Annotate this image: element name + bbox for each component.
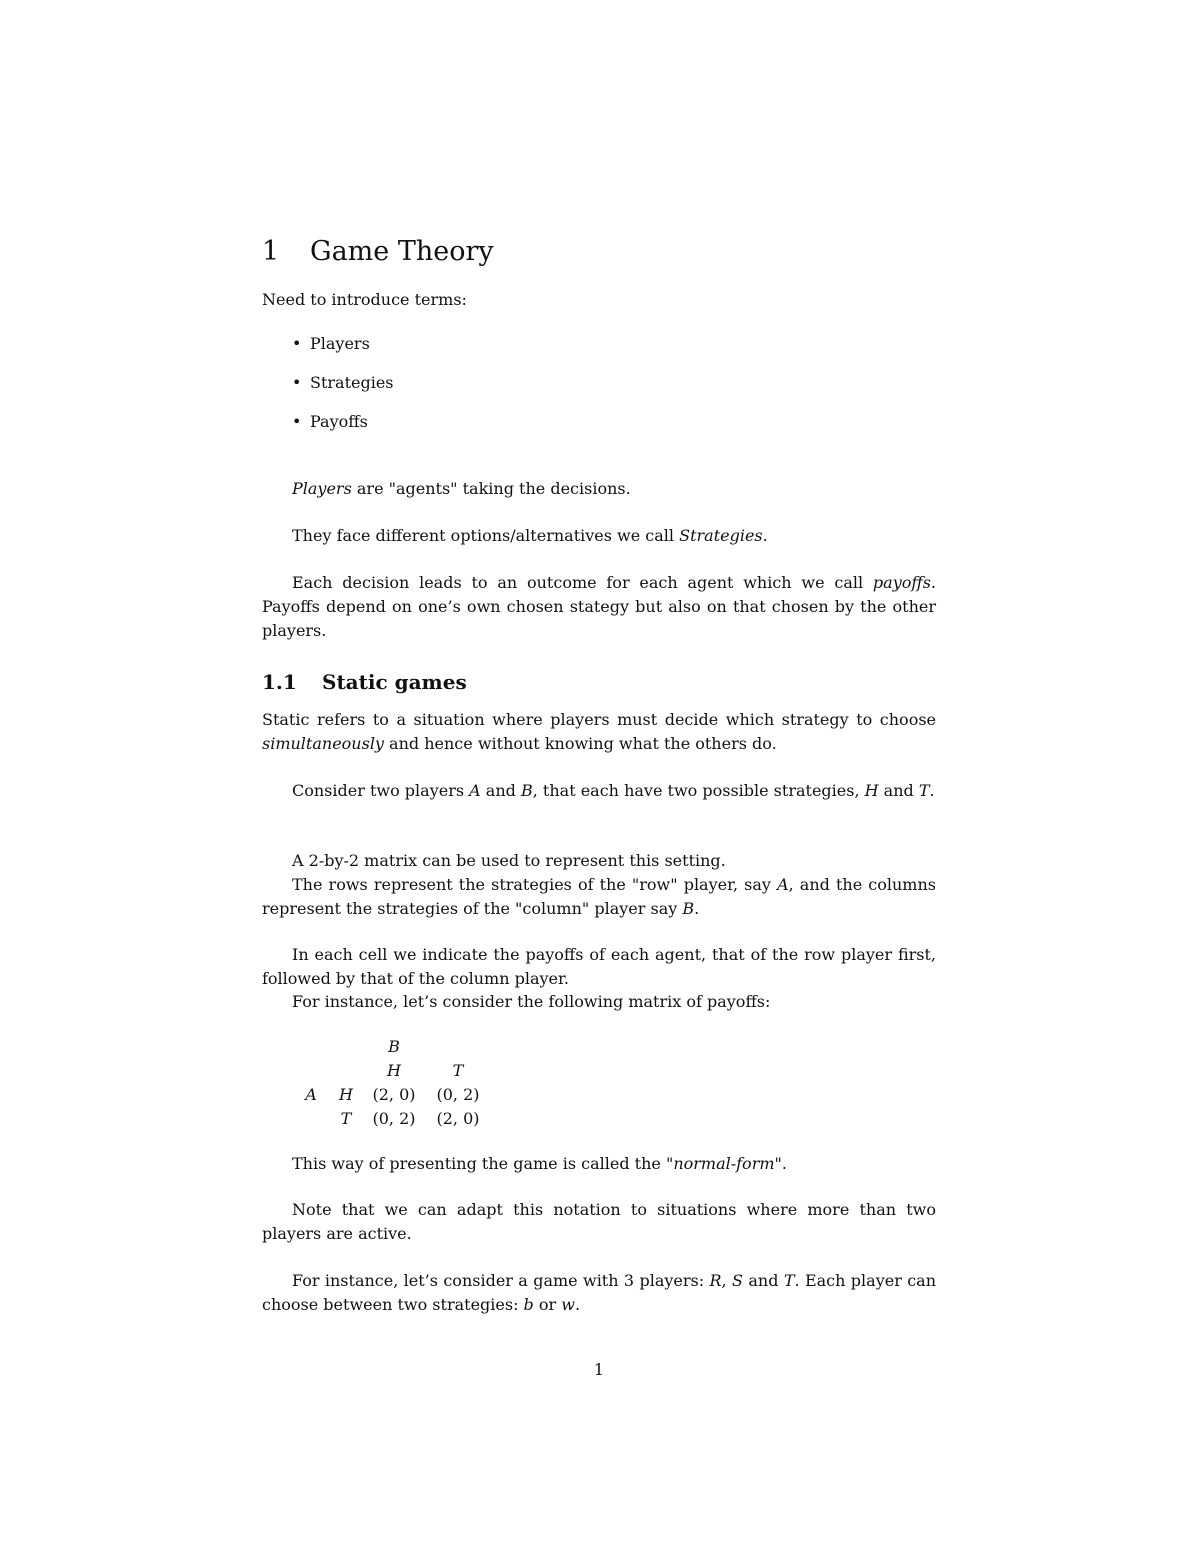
strategies-paragraph: They face different options/alternatives we call Strategies. (292, 526, 768, 545)
bullet-icon: • (292, 334, 302, 353)
bullet-icon: • (292, 373, 302, 392)
consider-paragraph: Consider two players A and B, that each have two possible strategies, H and T. (292, 781, 935, 800)
list-item: • Players (292, 332, 394, 371)
list-item: • Payoffs (292, 410, 394, 449)
subsection-heading (262, 670, 467, 694)
section-title: Game Theory (310, 236, 494, 267)
players-paragraph: Players are "agents" taking the decisions. (292, 479, 631, 498)
section-number: 1 (262, 236, 280, 267)
column-player-label: B (388, 1037, 400, 1056)
normal-form-paragraph: This way of presenting the game is called the "normal-form". (292, 1154, 787, 1173)
cell-paragraph: In each cell we indicate the payoffs of each agent, that of the row player first, followed by that of the column player. (262, 945, 936, 988)
row-strategy-label: H (339, 1085, 353, 1104)
payoff-cell: (2, 0) (436, 1109, 480, 1128)
bullet-icon: • (292, 412, 302, 431)
subsection-title: Static games (322, 670, 467, 694)
instance-paragraph: For instance, let’s consider the following matrix of payoffs: (292, 992, 771, 1011)
row-strategy-label: T (340, 1109, 352, 1128)
payoff-cell: (0, 2) (372, 1109, 416, 1128)
payoff-matrix (292, 1035, 490, 1131)
section-heading (262, 236, 494, 267)
matrix-intro-paragraph: A 2-by-2 matrix can be used to represent this setting. (292, 851, 726, 870)
intro-paragraph: Need to introduce terms: (262, 290, 467, 309)
row-player-label: A (305, 1085, 317, 1104)
note-paragraph: Note that we can adapt this notation to situations where more than two players are active. (262, 1200, 936, 1243)
static-paragraph: Static refers to a situation where players must decide which strategy to choose simultaneously and hence without knowing what the others do. (262, 710, 936, 753)
column-strategy-label: T (452, 1061, 464, 1080)
payoff-cell: (2, 0) (372, 1085, 416, 1104)
payoffs-paragraph: Each decision leads to an outcome for each agent which we call payoffs. Payoffs depend on one’s own chosen stategy but also on that chosen by the other players. (262, 573, 936, 640)
rows-columns-paragraph: The rows represent the strategies of the "row" player, say A, and the columns represent the strategies of the "column" player say B. (262, 875, 936, 918)
subsection-number: 1.1 (262, 670, 297, 694)
terms-list (292, 332, 394, 449)
page-number: 1 (593, 1360, 605, 1379)
table-row (292, 1107, 490, 1131)
table-row (292, 1083, 490, 1107)
list-item: • Strategies (292, 371, 394, 410)
payoff-cell: (0, 2) (436, 1085, 480, 1104)
three-players-paragraph: For instance, let’s consider a game with 3 players: R, S and T. Each player can choose between two strategies: b or w. (262, 1271, 937, 1314)
column-strategy-label: H (387, 1061, 401, 1080)
